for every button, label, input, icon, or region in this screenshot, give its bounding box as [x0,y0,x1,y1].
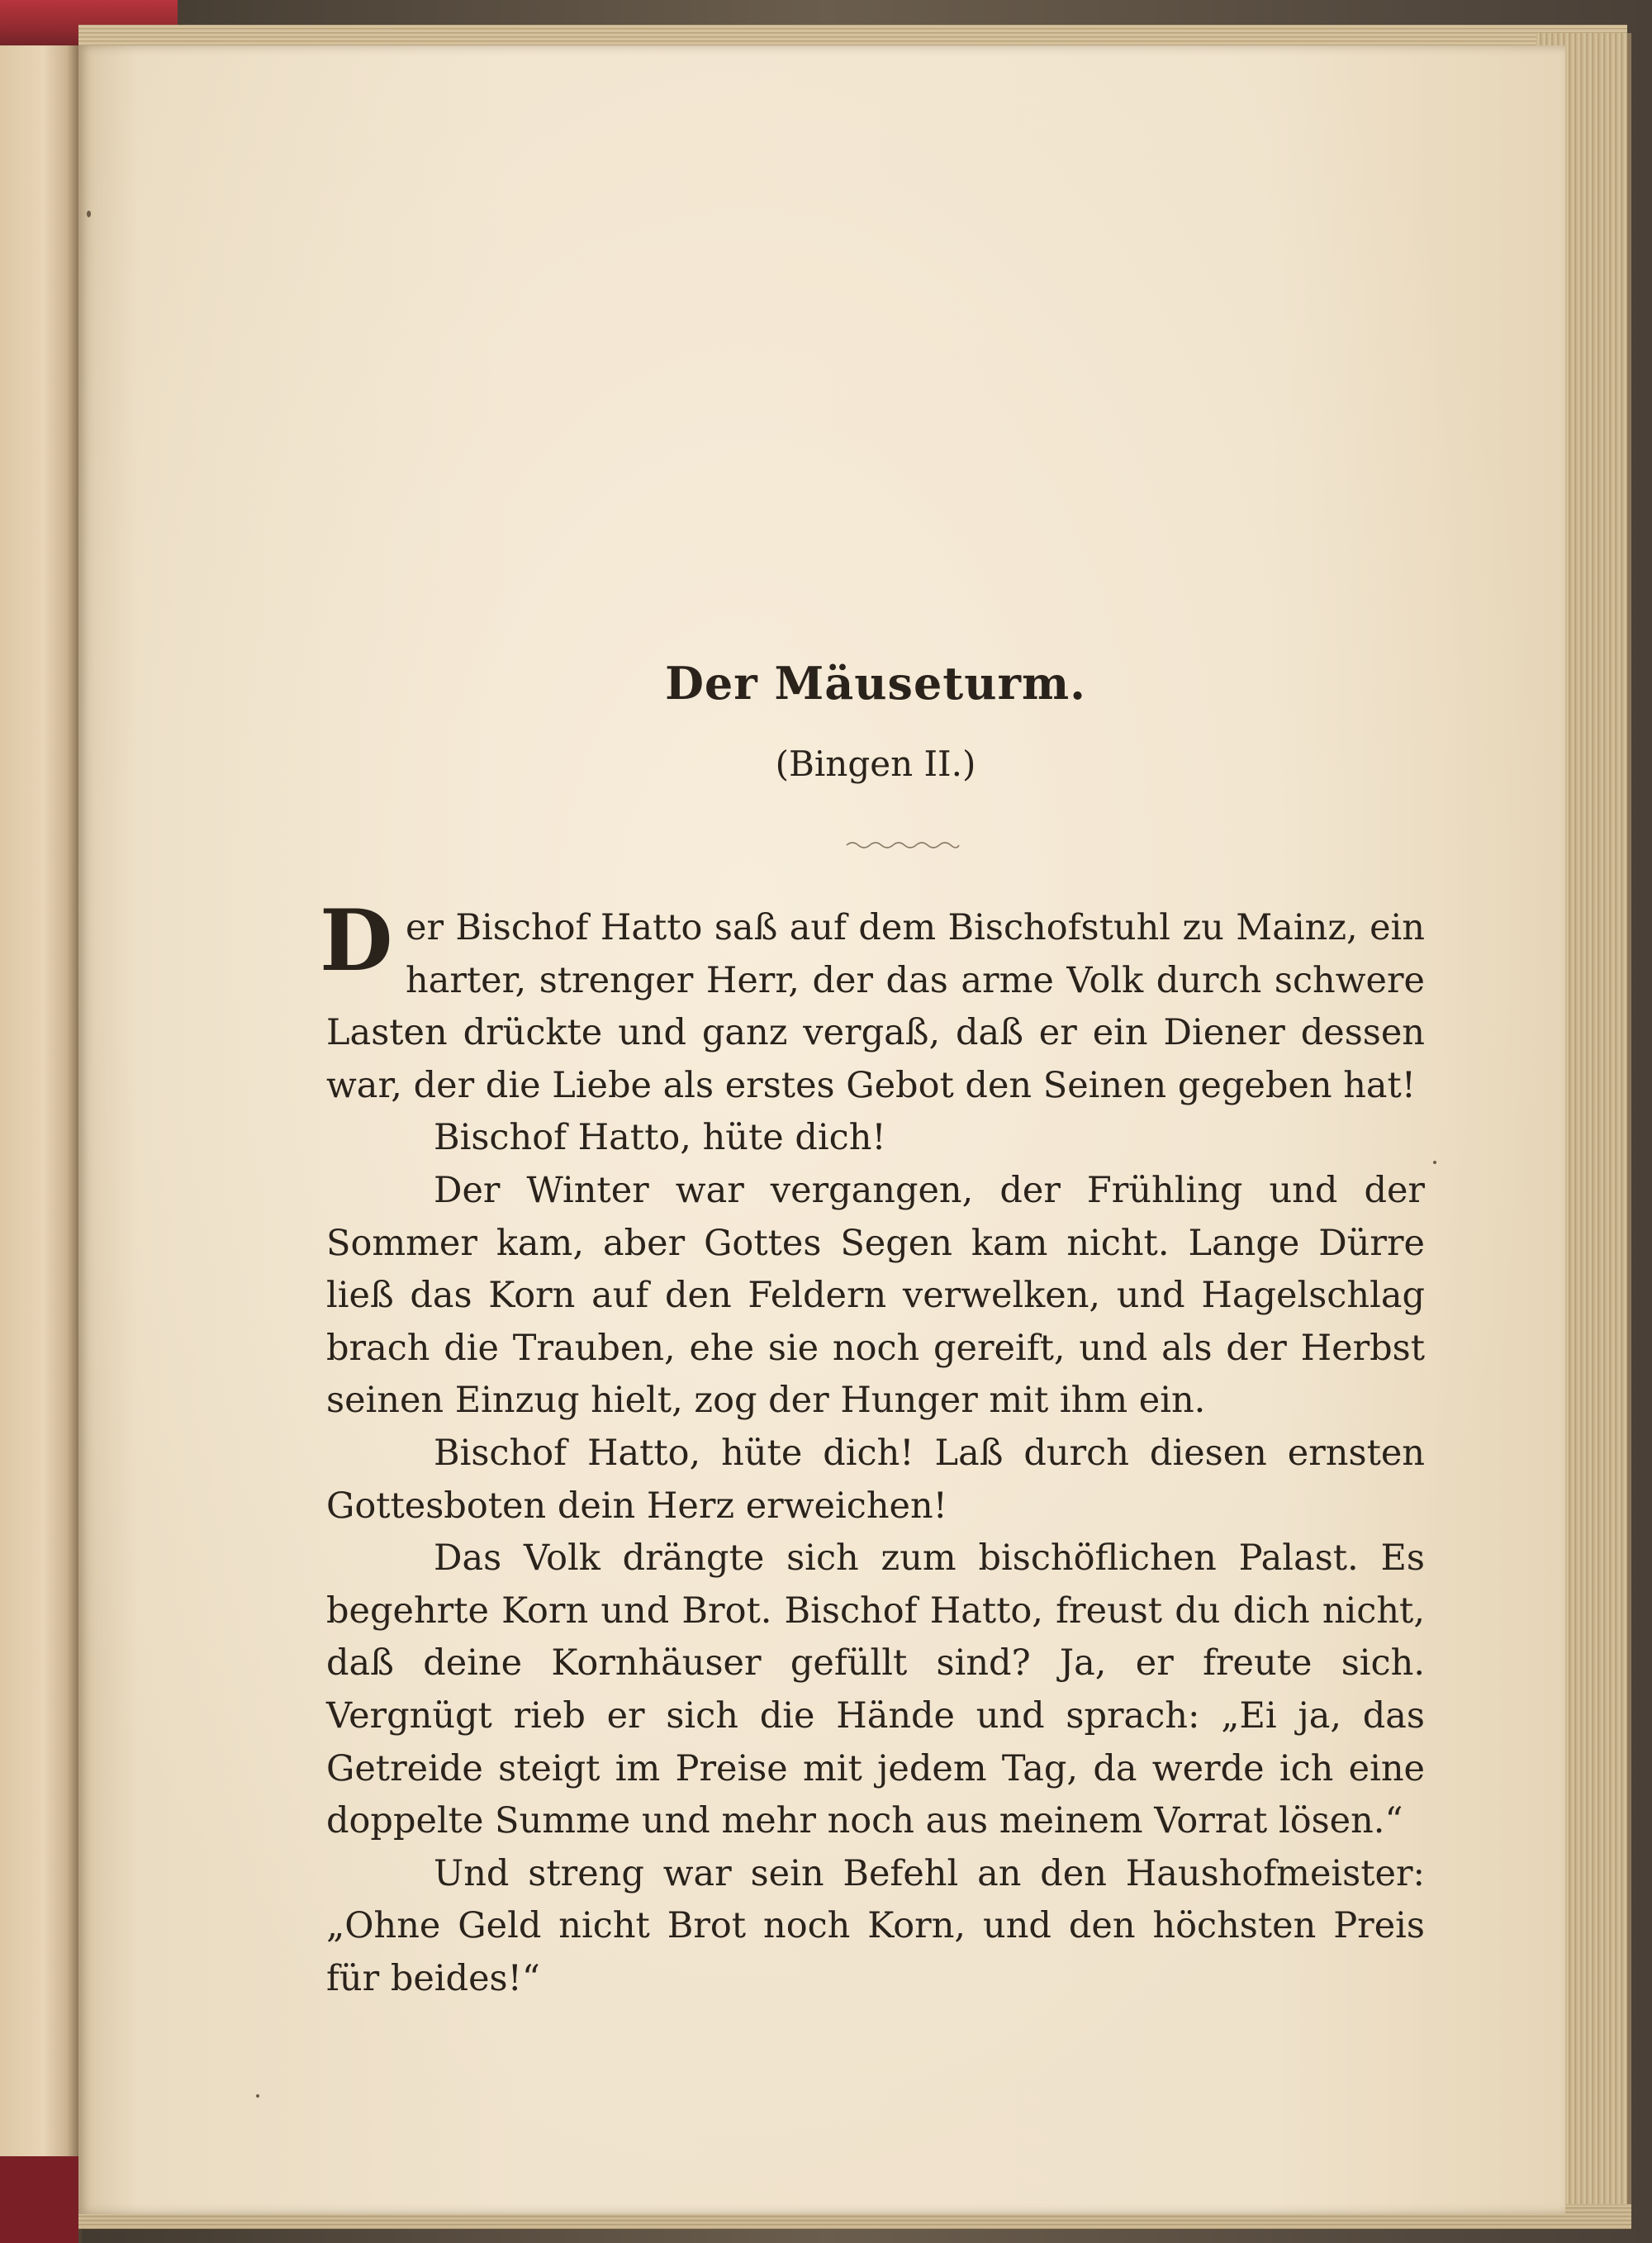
paragraph: Bischof Hatto, hüte dich! Laß durch diesen ernsten Gottesboten dein Herz erweichen! [326,1432,1425,1527]
left-facing-page [0,45,82,2243]
paragraph: Und streng war sein Befehl an den Haushofmeister: „Ohne Geld nicht Brot noch Korn, und den höchsten Preis für beides!“ [326,1852,1425,1999]
paragraph-text: er Bischof Hatto saß auf dem Bischofstuhl zu Mainz, ein harter, strenger Herr, der das arme Volk durch schwere Lasten drückte und ganz vergaß, daß er ein Diener dessen war, der die Liebe als erstes Gebot den Seinen gegeben hat! [326,907,1425,1106]
wavy-divider-ornament [845,839,961,852]
paper-speck [256,2094,259,2098]
left-page-red-edge [0,2156,78,2243]
paragraph: Der Winter war vergangen, der Frühling und der Sommer kam, aber Gottes Segen kam nicht. Lange Dürre ließ das Korn auf den Feldern verwelken, und Hagelschlag brach die Trauben, ehe sie noch gereift, und als der Herbst seinen Einzug hielt, zog der Hunger mit ihm ein. [326,1169,1425,1422]
drop-cap: D [320,891,393,991]
paragraph [320,891,1425,1112]
paper-speck [87,211,91,217]
page-subtitle: (Bingen II.) [775,744,976,784]
paper-speck [1433,1161,1436,1164]
body-text [320,891,1425,2005]
book-page [78,45,1565,2214]
page-title: Der Mäuseturm. [665,657,1086,710]
paragraph: Bischof Hatto, hüte dich! [434,1117,886,1159]
paragraph: Das Volk drängte sich zum bischöflichen Palast. Es begehrte Korn und Brot. Bischof Hatto, freust du dich nicht, daß deine Kornhäuser gefüllt sind? Ja, er freute sich. Vergnügt rieb er sich die Hände und sprach: „Ei ja, das Getreide steigt im Preise mit jedem Tag, da werde ich eine doppelte Summe und mehr noch aus meinem Vorrat lösen.“ [326,1537,1425,1842]
